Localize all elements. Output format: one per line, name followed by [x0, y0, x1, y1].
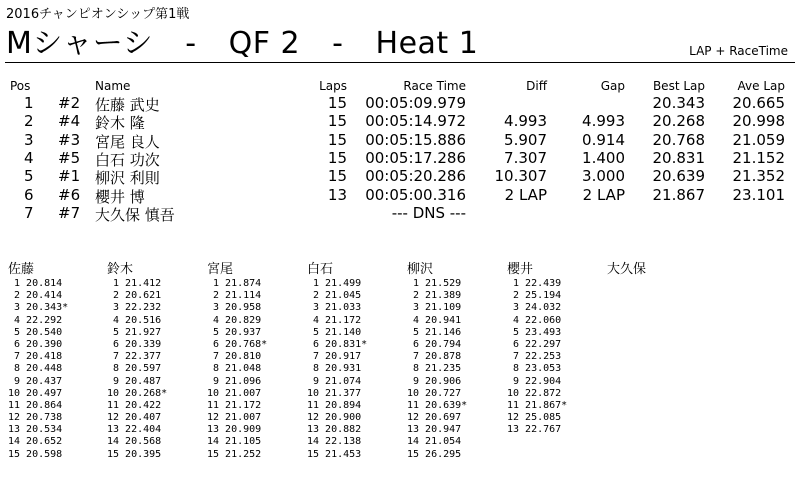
result-driver-name: 櫻井 博	[95, 187, 145, 206]
header-subtitle: 2016チャンピオンシップ第1戦	[6, 7, 190, 22]
lap-time: 8 21.235	[407, 363, 462, 375]
lap-time: 6 22.297	[507, 338, 562, 350]
result-gap: 0.914	[582, 130, 625, 149]
lap-time: 12 25.085	[507, 412, 562, 424]
result-car-number: #2	[58, 94, 81, 112]
lap-time: 13 20.947	[407, 424, 462, 436]
result-car-number: #4	[58, 112, 81, 131]
result-best-lap: 20.639	[652, 167, 705, 186]
lap-time: 11 20.864	[8, 399, 63, 411]
lap-time: 1 22.439	[507, 278, 562, 289]
lap-time: 2 25.194	[507, 290, 562, 302]
col-race-time: Race Time	[403, 79, 466, 93]
lap-time: 1 20.814	[8, 278, 63, 289]
lap-column-driver: 大久保	[607, 262, 647, 277]
lap-time: 4 22.292	[8, 314, 63, 326]
lap-time: 1 21.499	[307, 278, 362, 289]
lap-time: 14 21.054	[407, 436, 462, 448]
lap-time: 9 22.904	[507, 375, 562, 387]
lap-time: 14 22.138	[307, 436, 362, 448]
result-diff: 10.307	[494, 167, 547, 186]
lap-time: 1 21.529	[407, 278, 462, 289]
result-race-time: 00:05:17.286	[365, 148, 466, 167]
lap-time: 8 20.597	[107, 363, 162, 375]
result-gap: 3.000	[582, 167, 625, 186]
result-best-lap: 20.343	[652, 94, 705, 112]
result-gap: 4.993	[582, 112, 625, 131]
lap-time: 8 20.931	[307, 363, 362, 375]
col-laps: Laps	[319, 79, 347, 93]
lap-time: 12 20.697	[407, 412, 462, 424]
result-driver-name: 柳沢 利則	[95, 169, 160, 188]
results-header	[0, 79, 800, 93]
lap-time: 12 20.738	[8, 412, 63, 424]
col-best-lap: Best Lap	[652, 79, 705, 93]
lap-time: 7 22.253	[507, 351, 562, 363]
col-diff: Diff	[526, 79, 547, 93]
lap-time: 5 20.937	[207, 326, 262, 338]
lap-time: 7 20.810	[207, 351, 262, 363]
result-ave-lap: 21.352	[732, 167, 785, 186]
lap-time: 4 21.172	[307, 314, 362, 326]
result-best-lap: 20.268	[652, 112, 705, 131]
result-pos: 7	[24, 203, 34, 222]
result-best-lap: 20.768	[652, 130, 705, 149]
col-gap: Gap	[600, 79, 625, 93]
lap-column-driver: 櫻井	[507, 262, 534, 277]
lap-time: 5 21.146	[407, 326, 462, 338]
lap-time: 7 22.377	[107, 351, 162, 363]
lap-time: 2 21.114	[207, 290, 262, 302]
title-sep-1: -	[185, 26, 197, 61]
lap-time: 13 22.404	[107, 424, 162, 436]
result-race-time: 00:05:00.316	[365, 185, 466, 204]
lap-time: 3 21.033	[307, 302, 362, 314]
result-ave-lap: 20.998	[732, 112, 785, 131]
lap-time: 7 20.917	[307, 351, 362, 363]
result-car-number: #6	[58, 185, 81, 204]
lap-time: 10 21.007	[207, 387, 262, 399]
lap-time: 14 21.105	[207, 436, 262, 448]
lap-time: 5 20.540	[8, 326, 63, 338]
lap-time: 13 20.882	[307, 424, 362, 436]
result-laps: 13	[327, 185, 347, 204]
lap-column-driver: 鈴木	[107, 262, 134, 277]
result-laps: 15	[327, 94, 347, 112]
result-best-lap: 21.867	[652, 185, 705, 204]
result-pos: 3	[24, 130, 34, 149]
result-ave-lap: 23.101	[732, 185, 785, 204]
lap-time: 15 21.453	[307, 448, 362, 460]
result-race-time: 00:05:09.979	[365, 94, 466, 112]
lap-time: 2 20.414	[8, 290, 63, 302]
result-laps: 15	[327, 130, 347, 149]
lap-time: 15 20.598	[8, 448, 63, 460]
result-ave-lap: 21.152	[732, 148, 785, 167]
lap-time: 4 20.516	[107, 314, 162, 326]
lap-column	[607, 262, 646, 278]
lap-time: 6 20.768*	[207, 338, 268, 350]
result-pos: 4	[24, 148, 34, 167]
result-driver-name: 大久保 慎吾	[95, 205, 175, 224]
lap-column	[507, 262, 567, 436]
lap-time: 9 20.906	[407, 375, 462, 387]
result-driver-name: 佐藤 武史	[95, 96, 160, 114]
lap-time: 5 23.493	[507, 326, 562, 338]
result-diff: 4.993	[504, 112, 547, 131]
result-pos: 6	[24, 185, 34, 204]
lap-time: 15 20.395	[107, 448, 162, 460]
col-name: Name	[95, 79, 131, 93]
lap-time: 11 21.867*	[507, 399, 568, 411]
lap-time: 13 20.534	[8, 424, 63, 436]
title-sep-2: -	[332, 26, 344, 61]
col-ave-lap: Ave Lap	[737, 79, 785, 93]
result-car-number: #5	[58, 148, 81, 167]
result-row	[0, 186, 800, 204]
result-gap: 1.400	[582, 148, 625, 167]
lap-time: 2 20.621	[107, 290, 162, 302]
lap-time: 8 21.048	[207, 363, 262, 375]
result-driver-name: 白石 功次	[95, 150, 160, 169]
result-race-time: 00:05:15.886	[365, 130, 466, 149]
col-pos: Pos	[10, 79, 31, 93]
result-laps: 15	[327, 112, 347, 131]
lap-column	[107, 262, 167, 461]
lap-time: 9 21.074	[307, 375, 362, 387]
result-pos: 5	[24, 167, 34, 186]
lap-time: 7 20.878	[407, 351, 462, 363]
lap-time: 2 21.045	[307, 290, 362, 302]
result-pos: 2	[24, 112, 34, 131]
result-laps: 15	[327, 167, 347, 186]
lap-time: 11 21.172	[207, 399, 262, 411]
lap-column	[307, 262, 367, 461]
lap-time: 15 26.295	[407, 448, 462, 460]
lap-time: 14 20.568	[107, 436, 162, 448]
lap-time: 1 21.874	[207, 278, 262, 289]
lap-time: 3 24.032	[507, 302, 562, 314]
lap-time: 13 22.767	[507, 424, 562, 436]
lap-time: 3 21.109	[407, 302, 462, 314]
lap-time: 1 21.412	[107, 278, 162, 289]
lap-time: 8 20.448	[8, 363, 63, 375]
lap-time: 6 20.831*	[307, 338, 368, 350]
result-best-lap: 20.831	[652, 148, 705, 167]
lap-time: 11 20.422	[107, 399, 162, 411]
lap-column-driver: 柳沢	[407, 262, 434, 277]
lap-column-driver: 佐藤	[8, 262, 35, 277]
lap-time: 7 20.418	[8, 351, 63, 363]
result-row	[0, 167, 800, 188]
lap-column	[8, 262, 68, 461]
lap-time: 12 21.007	[207, 412, 262, 424]
result-diff: 7.307	[504, 148, 547, 167]
result-diff: 5.907	[504, 130, 547, 149]
lap-time: 10 21.377	[307, 387, 362, 399]
result-gap: 2 LAP	[582, 185, 625, 204]
lap-time: 3 20.958	[207, 302, 262, 314]
lap-time: 9 20.487	[107, 375, 162, 387]
lap-column-driver: 白石	[307, 262, 334, 277]
result-race-time: 00:05:14.972	[365, 112, 466, 131]
lap-time: 6 20.794	[407, 338, 462, 350]
lap-time: 11 20.639*	[407, 399, 468, 411]
title-class: Mシャーシ	[6, 26, 154, 61]
lap-time: 6 20.339	[107, 338, 162, 350]
lap-time: 4 20.829	[207, 314, 262, 326]
header-divider	[5, 62, 795, 63]
lap-time: 9 21.096	[207, 375, 262, 387]
result-race-time: --- DNS ---	[391, 203, 466, 222]
title-round: QF 2	[228, 26, 301, 61]
result-diff: 2 LAP	[504, 185, 547, 204]
result-ave-lap: 21.059	[732, 130, 785, 149]
result-row	[0, 94, 800, 112]
lap-time: 9 20.437	[8, 375, 63, 387]
lap-time: 11 20.894	[307, 399, 362, 411]
result-driver-name: 宮尾 良人	[95, 132, 160, 151]
title-heat: Heat 1	[375, 26, 479, 61]
lap-time: 14 20.652	[8, 436, 63, 448]
result-car-number: #3	[58, 130, 81, 149]
lap-time: 4 22.060	[507, 314, 562, 326]
result-race-time: 00:05:20.286	[365, 167, 466, 186]
lap-column	[207, 262, 267, 461]
result-row	[0, 112, 800, 133]
lap-time: 6 20.390	[8, 338, 63, 350]
lap-time: 12 20.900	[307, 412, 362, 424]
lap-time: 3 20.343*	[8, 302, 69, 314]
page-title	[6, 18, 478, 62]
lap-time: 15 21.252	[207, 448, 262, 460]
lap-time: 12 20.407	[107, 412, 162, 424]
result-row	[0, 131, 800, 149]
lap-time: 4 20.941	[407, 314, 462, 326]
result-ave-lap: 20.665	[732, 94, 785, 112]
result-car-number: #1	[58, 167, 81, 186]
lap-column	[407, 262, 467, 461]
lap-time: 10 20.727	[407, 387, 462, 399]
lap-time: 5 21.927	[107, 326, 162, 338]
lap-time: 13 20.909	[207, 424, 262, 436]
result-row	[0, 149, 800, 167]
report-type-label: LAP + RaceTime	[689, 44, 788, 58]
result-car-number: #7	[58, 203, 81, 222]
result-row	[0, 204, 800, 222]
lap-column-driver: 宮尾	[207, 262, 234, 277]
lap-time: 3 22.232	[107, 302, 162, 314]
result-driver-name: 鈴木 隆	[95, 114, 145, 133]
lap-time: 10 20.497	[8, 387, 63, 399]
lap-time: 8 23.053	[507, 363, 562, 375]
lap-time: 5 21.140	[307, 326, 362, 338]
result-laps: 15	[327, 148, 347, 167]
result-pos: 1	[24, 94, 34, 112]
lap-time: 2 21.389	[407, 290, 462, 302]
lap-time: 10 22.872	[507, 387, 562, 399]
lap-time: 10 20.268*	[107, 387, 168, 399]
